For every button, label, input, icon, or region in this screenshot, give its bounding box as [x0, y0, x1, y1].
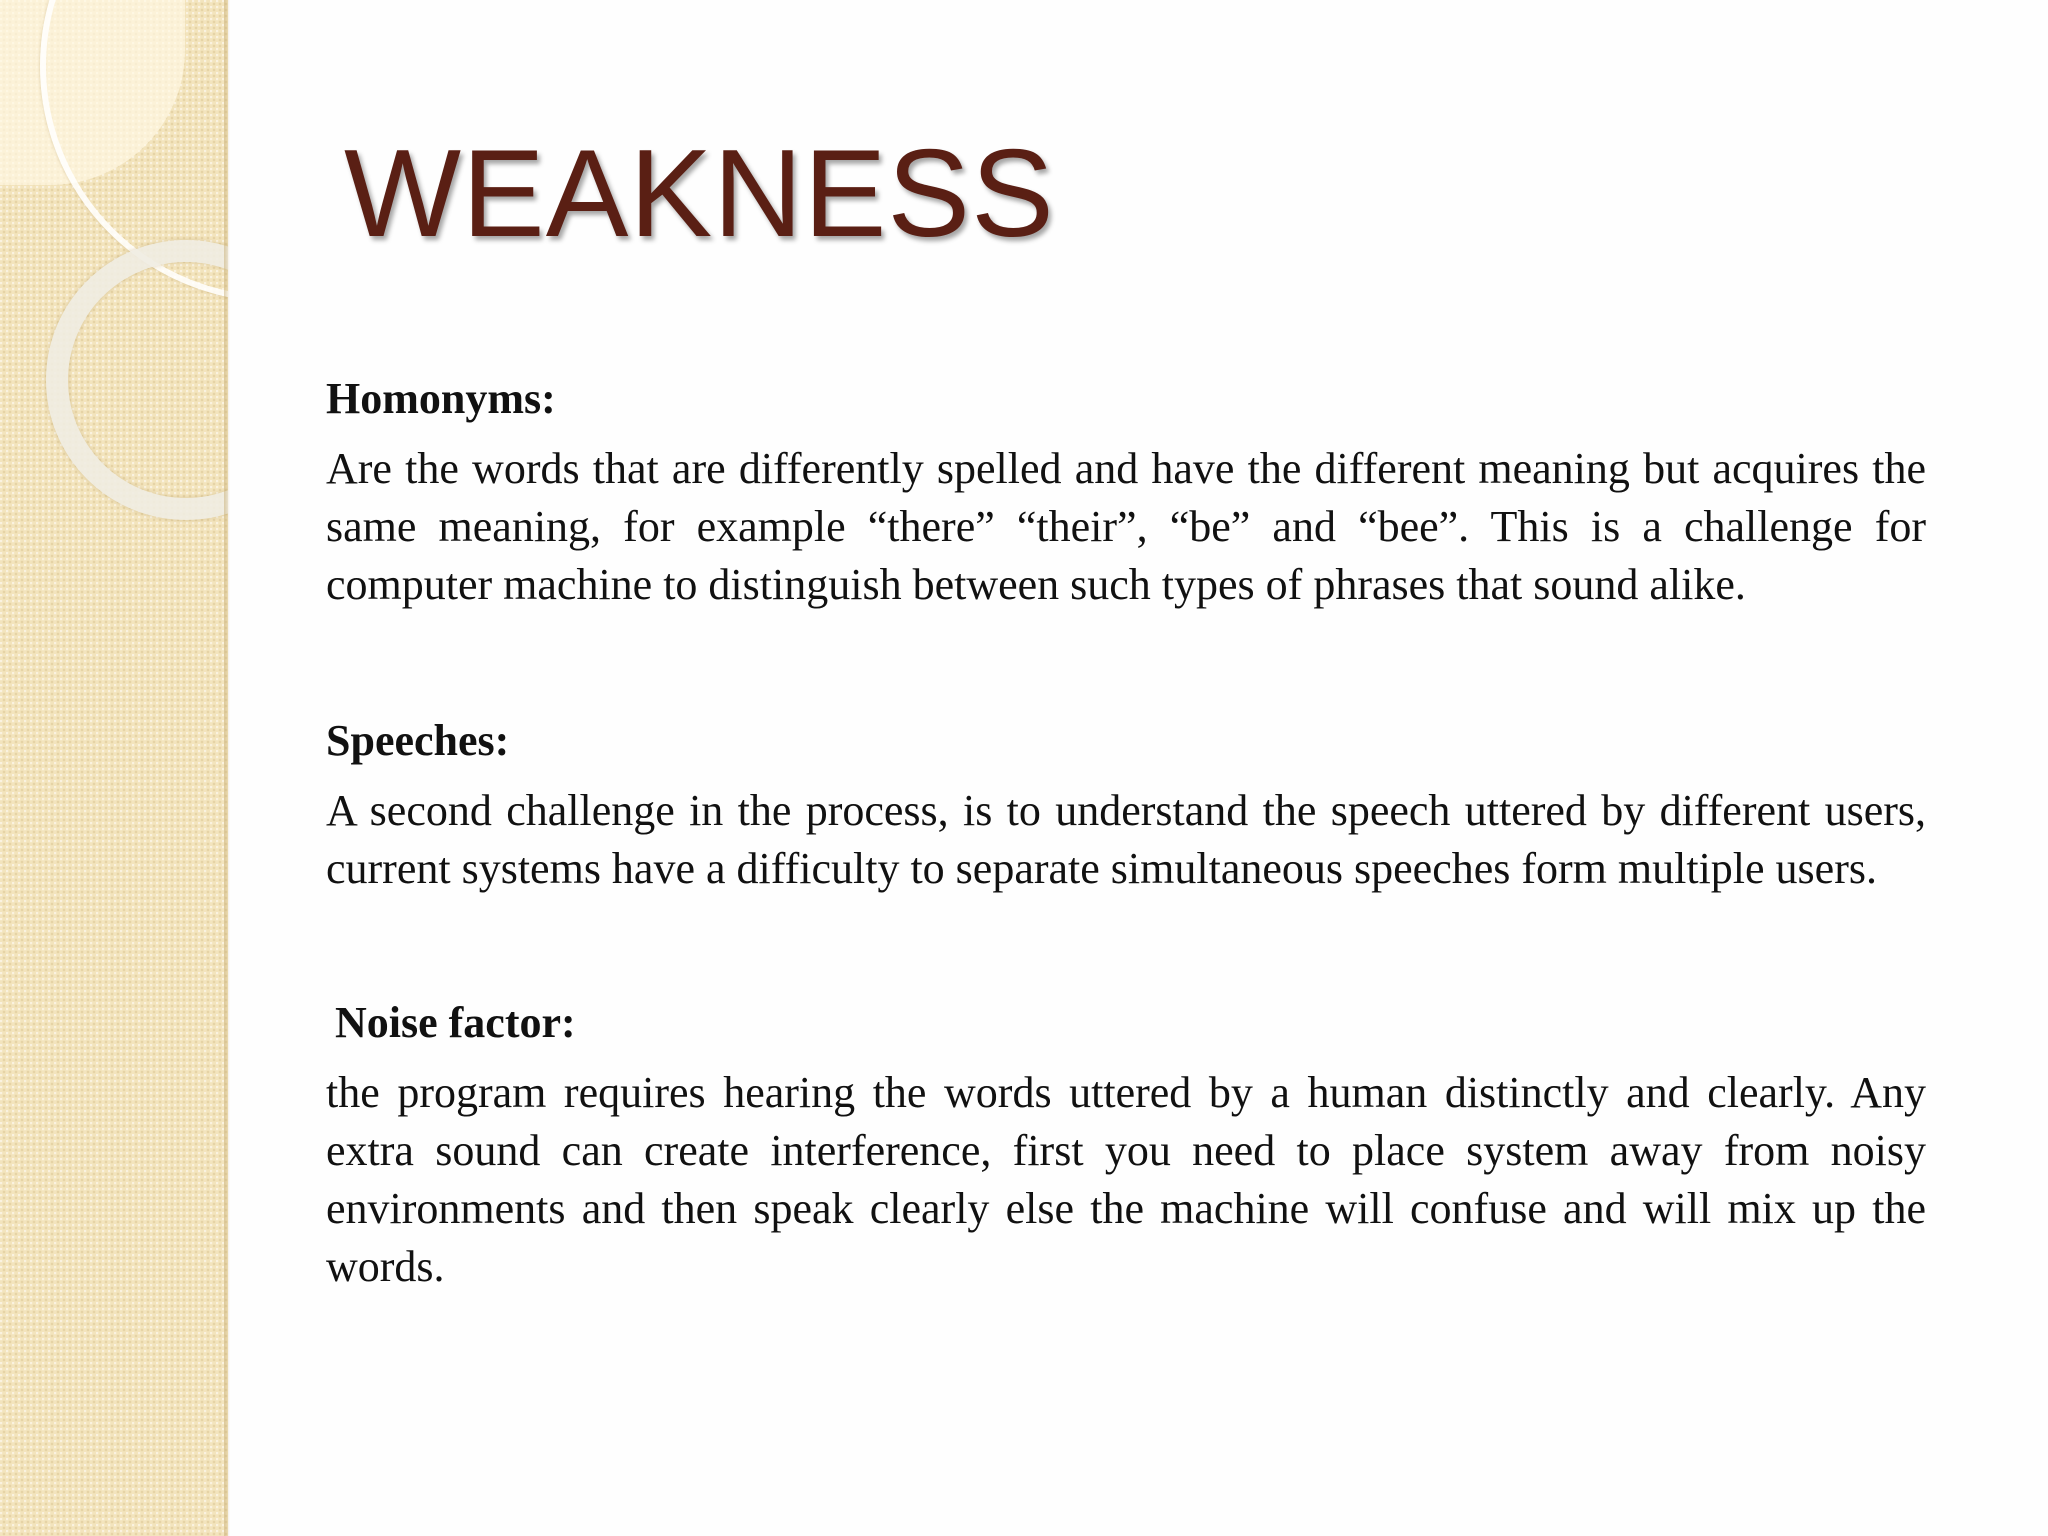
decorative-small-ring	[46, 240, 228, 520]
section-heading-homonyms: Homonyms:	[326, 374, 556, 423]
slide-title: WEAKNESS	[344, 125, 1055, 263]
section-body-speeches: A second challenge in the process, is to understand the speech uttered by different users, current systems have a difficulty to separate simultaneous speeches form multiple users.	[326, 786, 1926, 893]
section-noise-factor	[326, 992, 1926, 1296]
section-speeches	[326, 710, 1926, 898]
panel-edge-shadow	[224, 0, 230, 1536]
section-heading-speeches: Speeches:	[326, 716, 510, 765]
section-homonyms	[326, 368, 1926, 614]
decorative-side-panel	[0, 0, 228, 1536]
section-body-noise-factor: the program requires hearing the words uttered by a human distinctly and clearly. Any extra sound can create interference, first you need to place system away from noisy environments and then speak clearly else the machine will confuse and will mix up the words.	[326, 1068, 1926, 1291]
slide-content	[326, 368, 1926, 1296]
section-heading-noise-factor: Noise factor:	[335, 998, 576, 1047]
section-body-homonyms: Are the words that are differently spelled and have the different meaning but acquires the same meaning, for example “there” “their”, “be” and “bee”. This is a challenge for computer machine to distinguish between such types of phrases that sound alike.	[326, 444, 1926, 609]
